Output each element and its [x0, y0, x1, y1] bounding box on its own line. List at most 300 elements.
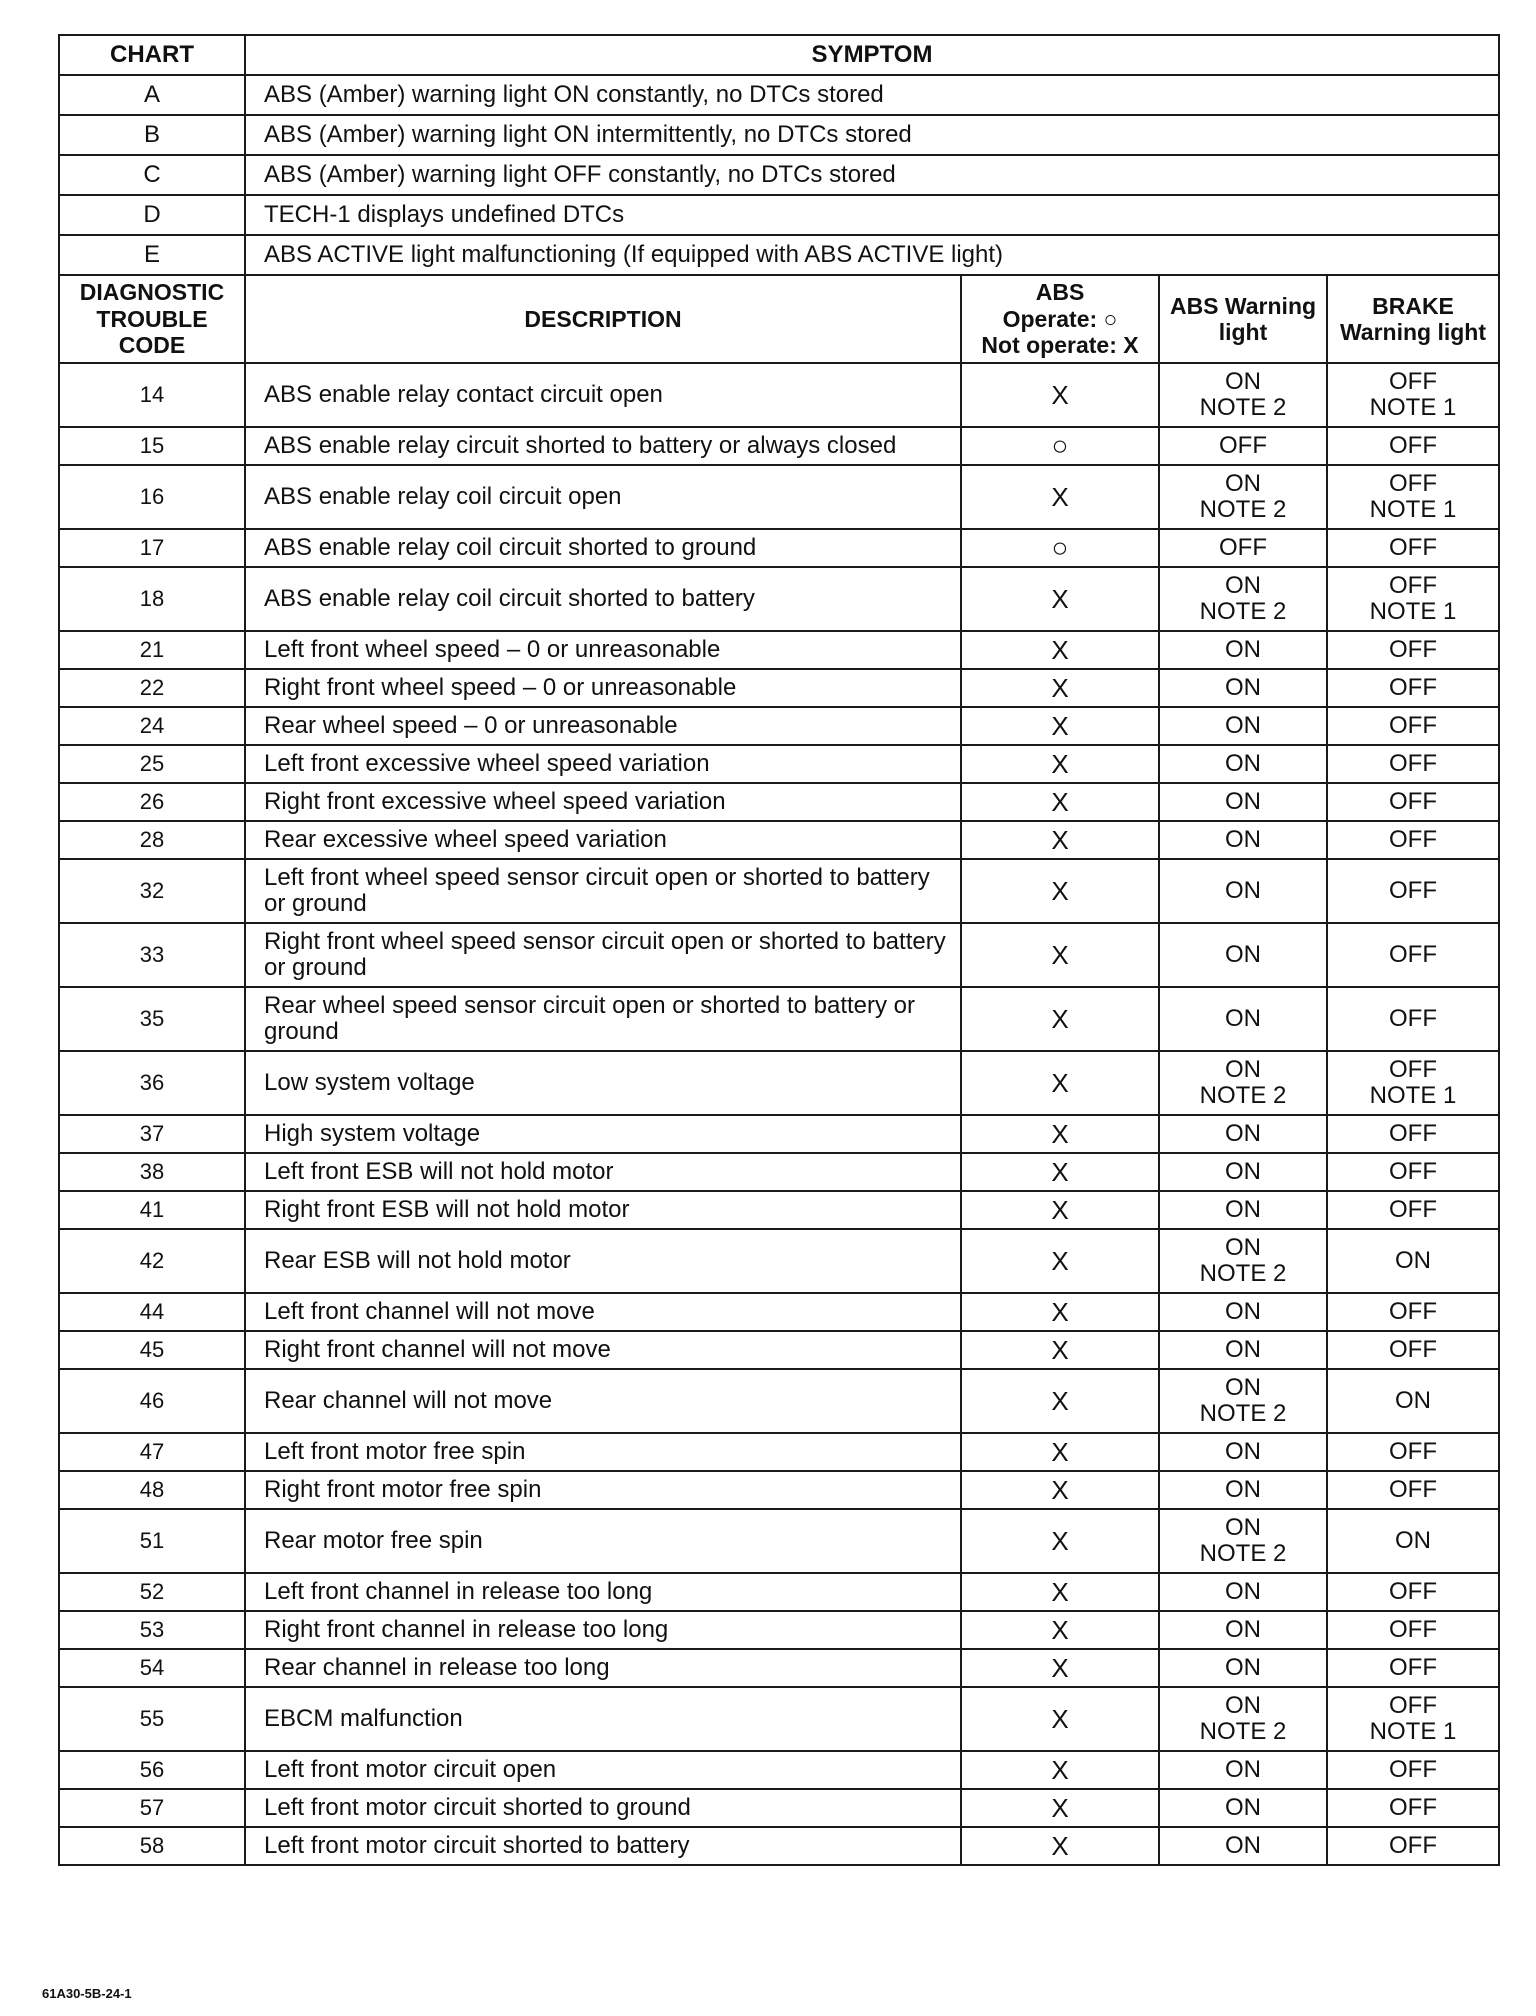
brake-warning-header: BRAKE Warning light [1327, 276, 1499, 363]
dtc-code: 24 [59, 707, 245, 745]
dtc-description: EBCM malfunction [245, 1687, 961, 1751]
brake-warning-status [1327, 1751, 1499, 1789]
abs-operate-status: X [961, 465, 1159, 529]
dtc-row [59, 1687, 1499, 1751]
dtc-code: 55 [59, 1687, 245, 1751]
abs-warning-status [1159, 1229, 1327, 1293]
brake-warning-status [1327, 1509, 1499, 1573]
abs-warning-status [1159, 821, 1327, 859]
abs-warning-note: NOTE 2 [1199, 598, 1287, 625]
brake-warning-note: NOTE 1 [1369, 394, 1457, 421]
abs-warning-value: ON [1225, 636, 1261, 664]
abs-operate-status: X [961, 707, 1159, 745]
abs-operate-status: X [961, 1827, 1159, 1865]
abs-warning-note: NOTE 2 [1199, 1260, 1287, 1287]
abs-warning-value: ON [1225, 1234, 1261, 1262]
dtc-row [59, 427, 1499, 465]
abs-warning-note: NOTE 2 [1199, 1540, 1287, 1567]
brake-warning-status [1327, 987, 1499, 1051]
abs-warning-value: ON [1225, 1196, 1261, 1224]
abs-operate-status: X [961, 745, 1159, 783]
brake-warning-status [1327, 427, 1499, 465]
dtc-code: 56 [59, 1751, 245, 1789]
dtc-description: ABS enable relay coil circuit shorted to battery [245, 567, 961, 631]
dtc-description: Right front motor free spin [245, 1471, 961, 1509]
dtc-code: 41 [59, 1191, 245, 1229]
brake-warning-value: ON [1395, 1527, 1431, 1555]
dtc-code: 25 [59, 745, 245, 783]
abs-warning-status [1159, 1115, 1327, 1153]
abs-warning-note: NOTE 2 [1199, 496, 1287, 523]
dtc-description: Low system voltage [245, 1051, 961, 1115]
dtc-code: 22 [59, 669, 245, 707]
dtc-code: 38 [59, 1153, 245, 1191]
dtc-code: 15 [59, 427, 245, 465]
abs-warning-status [1159, 1509, 1327, 1573]
dtc-row [59, 821, 1499, 859]
dtc-description: Rear ESB will not hold motor [245, 1229, 961, 1293]
abs-warning-status [1159, 859, 1327, 923]
dtc-description: Rear wheel speed – 0 or unreasonable [245, 707, 961, 745]
dtc-code: 16 [59, 465, 245, 529]
abs-warning-status [1159, 631, 1327, 669]
abs-warning-value: OFF [1219, 432, 1267, 460]
dtc-description: Left front motor free spin [245, 1433, 961, 1471]
chart-row [59, 155, 1499, 195]
brake-warning-value: ON [1395, 1247, 1431, 1275]
brake-warning-value: OFF [1389, 1196, 1437, 1224]
abs-operate-line1: ABS [1035, 279, 1085, 306]
abs-operate-status: X [961, 1331, 1159, 1369]
chart-symptom: ABS (Amber) warning light ON constantly, no DTCs stored [245, 75, 1499, 115]
dtc-code: 58 [59, 1827, 245, 1865]
brake-warning-status [1327, 1153, 1499, 1191]
dtc-row [59, 1573, 1499, 1611]
brake-warning-value: OFF [1389, 877, 1437, 905]
dtc-code: 48 [59, 1471, 245, 1509]
abs-operate-status: X [961, 1471, 1159, 1509]
brake-warning-status [1327, 1115, 1499, 1153]
brake-warning-value: OFF [1389, 1654, 1437, 1682]
abs-warning-status [1159, 1827, 1327, 1865]
dtc-description: Left front excessive wheel speed variation [245, 745, 961, 783]
dtc-code: 14 [59, 363, 245, 427]
brake-warning-value: OFF [1389, 750, 1437, 778]
abs-warning-status [1159, 707, 1327, 745]
abs-operate-status: X [961, 1433, 1159, 1471]
abs-warning-status [1159, 427, 1327, 465]
symptom-chart-body [59, 75, 1499, 275]
symptom-chart-table [58, 34, 1500, 276]
abs-warning-value: ON [1225, 1298, 1261, 1326]
abs-warning-status [1159, 529, 1327, 567]
dtc-row [59, 745, 1499, 783]
chart-column-header: CHART [59, 35, 245, 75]
dtc-code: 35 [59, 987, 245, 1051]
dtc-row [59, 1331, 1499, 1369]
dtc-row [59, 1471, 1499, 1509]
abs-warning-value: ON [1225, 712, 1261, 740]
abs-operate-status: X [961, 987, 1159, 1051]
dtc-code: 32 [59, 859, 245, 923]
dtc-row [59, 707, 1499, 745]
dtc-row [59, 1229, 1499, 1293]
dtc-code: 44 [59, 1293, 245, 1331]
abs-warning-note: NOTE 2 [1199, 394, 1287, 421]
abs-operate-status: X [961, 1369, 1159, 1433]
chart-row [59, 235, 1499, 275]
abs-operate-status: X [961, 1751, 1159, 1789]
abs-operate-status: X [961, 363, 1159, 427]
abs-operate-header [961, 276, 1159, 363]
dtc-code: 51 [59, 1509, 245, 1573]
brake-warning-value: OFF [1389, 1158, 1437, 1186]
dtc-row [59, 567, 1499, 631]
dtc-description: ABS enable relay coil circuit open [245, 465, 961, 529]
dtc-row [59, 923, 1499, 987]
dtc-row [59, 1789, 1499, 1827]
brake-warning-status [1327, 567, 1499, 631]
dtc-description: Right front wheel speed – 0 or unreasonable [245, 669, 961, 707]
abs-operate-status: X [961, 1051, 1159, 1115]
dtc-description: Rear channel will not move [245, 1369, 961, 1433]
abs-warning-value: ON [1225, 750, 1261, 778]
brake-warning-status [1327, 1573, 1499, 1611]
brake-warning-value: OFF [1389, 1692, 1437, 1720]
brake-warning-status [1327, 1611, 1499, 1649]
brake-warning-value: OFF [1389, 534, 1437, 562]
brake-warning-value: OFF [1389, 1794, 1437, 1822]
brake-warning-status [1327, 363, 1499, 427]
abs-operate-status: X [961, 1293, 1159, 1331]
brake-warning-value: OFF [1389, 470, 1437, 498]
dtc-code-header: DIAGNOSTIC TROUBLE CODE [59, 276, 245, 363]
brake-warning-value: OFF [1389, 712, 1437, 740]
abs-operate-status: X [961, 631, 1159, 669]
dtc-description: High system voltage [245, 1115, 961, 1153]
dtc-code: 54 [59, 1649, 245, 1687]
dtc-row [59, 1115, 1499, 1153]
abs-operate-status: X [961, 669, 1159, 707]
brake-warning-value: OFF [1389, 826, 1437, 854]
dtc-description: Right front channel will not move [245, 1331, 961, 1369]
brake-warning-value: OFF [1389, 636, 1437, 664]
dtc-code: 37 [59, 1115, 245, 1153]
brake-warning-status [1327, 1649, 1499, 1687]
brake-warning-status [1327, 783, 1499, 821]
abs-warning-status [1159, 1471, 1327, 1509]
dtc-row [59, 1649, 1499, 1687]
brake-warning-status [1327, 1191, 1499, 1229]
description-header: DESCRIPTION [245, 276, 961, 363]
dtc-description: ABS enable relay coil circuit shorted to ground [245, 529, 961, 567]
abs-operate-status: X [961, 1649, 1159, 1687]
abs-operate-status: X [961, 1573, 1159, 1611]
chart-symptom: ABS ACTIVE light malfunctioning (If equipped with ABS ACTIVE light) [245, 235, 1499, 275]
dtc-description: Rear channel in release too long [245, 1649, 961, 1687]
brake-warning-value: OFF [1389, 941, 1437, 969]
brake-warning-note: NOTE 1 [1369, 1082, 1457, 1109]
dtc-row [59, 1051, 1499, 1115]
abs-warning-header: ABS Warning light [1159, 276, 1327, 363]
abs-warning-status [1159, 567, 1327, 631]
dtc-row [59, 1293, 1499, 1331]
chart-row [59, 195, 1499, 235]
figure-reference-code: 61A30-5B-24-1 [42, 1986, 132, 2001]
dtc-code: 18 [59, 567, 245, 631]
brake-warning-value: OFF [1389, 432, 1437, 460]
abs-warning-value: ON [1225, 1374, 1261, 1402]
document-sheet [58, 34, 1500, 1866]
abs-warning-status [1159, 669, 1327, 707]
dtc-row [59, 465, 1499, 529]
brake-warning-status [1327, 631, 1499, 669]
dtc-row [59, 1611, 1499, 1649]
dtc-code: 21 [59, 631, 245, 669]
dtc-description: Left front wheel speed sensor circuit open or shorted to battery or ground [245, 859, 961, 923]
brake-warning-value: OFF [1389, 1298, 1437, 1326]
brake-warning-status [1327, 821, 1499, 859]
abs-warning-status [1159, 1433, 1327, 1471]
abs-operate-status: X [961, 1191, 1159, 1229]
dtc-code: 47 [59, 1433, 245, 1471]
abs-warning-value: ON [1225, 1832, 1261, 1860]
abs-warning-status [1159, 1789, 1327, 1827]
brake-warning-status [1327, 1789, 1499, 1827]
abs-warning-value: ON [1225, 1476, 1261, 1504]
abs-warning-value: ON [1225, 1056, 1261, 1084]
abs-warning-value: ON [1225, 1158, 1261, 1186]
dtc-row [59, 859, 1499, 923]
abs-operate-line3: Not operate: X [981, 332, 1139, 359]
brake-warning-status [1327, 1331, 1499, 1369]
chart-row [59, 75, 1499, 115]
abs-operate-status: X [961, 1229, 1159, 1293]
brake-warning-status [1327, 745, 1499, 783]
abs-warning-value: OFF [1219, 534, 1267, 562]
chart-symptom: TECH-1 displays undefined DTCs [245, 195, 1499, 235]
abs-warning-status [1159, 987, 1327, 1051]
chart-letter: C [59, 155, 245, 195]
abs-operate-status: X [961, 859, 1159, 923]
brake-warning-value: OFF [1389, 1005, 1437, 1033]
dtc-code: 36 [59, 1051, 245, 1115]
brake-warning-note: NOTE 1 [1369, 598, 1457, 625]
abs-warning-status [1159, 1293, 1327, 1331]
symptom-column-header: SYMPTOM [245, 35, 1499, 75]
abs-operate-status: ○ [961, 529, 1159, 567]
abs-warning-status [1159, 1611, 1327, 1649]
chart-letter: B [59, 115, 245, 155]
abs-operate-status: X [961, 821, 1159, 859]
abs-warning-value: ON [1225, 1616, 1261, 1644]
dtc-table-body [59, 363, 1499, 1865]
abs-warning-status [1159, 745, 1327, 783]
brake-warning-note: NOTE 1 [1369, 1718, 1457, 1745]
brake-warning-note: NOTE 1 [1369, 496, 1457, 523]
abs-operate-line2: Operate: ○ [1002, 305, 1118, 332]
dtc-row [59, 363, 1499, 427]
dtc-description: Left front motor circuit shorted to ground [245, 1789, 961, 1827]
abs-warning-status [1159, 1051, 1327, 1115]
brake-warning-status [1327, 1827, 1499, 1865]
dtc-row [59, 1153, 1499, 1191]
brake-warning-value: OFF [1389, 674, 1437, 702]
abs-operate-status: X [961, 1509, 1159, 1573]
abs-warning-value: ON [1225, 788, 1261, 816]
abs-operate-status: X [961, 1687, 1159, 1751]
brake-warning-status [1327, 859, 1499, 923]
dtc-row [59, 1827, 1499, 1865]
abs-warning-value: ON [1225, 1438, 1261, 1466]
abs-warning-value: ON [1225, 1005, 1261, 1033]
abs-warning-status [1159, 923, 1327, 987]
dtc-row [59, 987, 1499, 1051]
abs-warning-value: ON [1225, 1794, 1261, 1822]
dtc-description: Rear wheel speed sensor circuit open or shorted to battery or ground [245, 987, 961, 1051]
abs-warning-value: ON [1225, 1578, 1261, 1606]
chart-letter: E [59, 235, 245, 275]
abs-operate-status: X [961, 567, 1159, 631]
brake-warning-value: OFF [1389, 1056, 1437, 1084]
abs-warning-value: ON [1225, 674, 1261, 702]
brake-warning-status [1327, 465, 1499, 529]
abs-warning-value: ON [1225, 572, 1261, 600]
brake-warning-status [1327, 1471, 1499, 1509]
brake-warning-status [1327, 923, 1499, 987]
abs-operate-status: X [961, 1611, 1159, 1649]
dtc-row [59, 1191, 1499, 1229]
brake-warning-value: OFF [1389, 368, 1437, 396]
dtc-code: 57 [59, 1789, 245, 1827]
brake-warning-value: OFF [1389, 1336, 1437, 1364]
dtc-description: ABS enable relay circuit shorted to battery or always closed [245, 427, 961, 465]
dtc-row [59, 1509, 1499, 1573]
dtc-description: Right front channel in release too long [245, 1611, 961, 1649]
dtc-code: 46 [59, 1369, 245, 1433]
abs-operate-status: X [961, 923, 1159, 987]
brake-warning-status [1327, 1687, 1499, 1751]
abs-operate-status: X [961, 1115, 1159, 1153]
abs-warning-value: ON [1225, 941, 1261, 969]
brake-warning-value: OFF [1389, 1756, 1437, 1784]
brake-warning-status [1327, 669, 1499, 707]
abs-warning-value: ON [1225, 1336, 1261, 1364]
dtc-description: Left front motor circuit open [245, 1751, 961, 1789]
abs-warning-status [1159, 1573, 1327, 1611]
brake-warning-value: ON [1395, 1387, 1431, 1415]
abs-warning-value: ON [1225, 1120, 1261, 1148]
brake-warning-status [1327, 1229, 1499, 1293]
abs-warning-note: NOTE 2 [1199, 1082, 1287, 1109]
brake-warning-value: OFF [1389, 1120, 1437, 1148]
dtc-description: Left front channel will not move [245, 1293, 961, 1331]
abs-warning-value: ON [1225, 368, 1261, 396]
chart-letter: D [59, 195, 245, 235]
chart-letter: A [59, 75, 245, 115]
dtc-description: Rear excessive wheel speed variation [245, 821, 961, 859]
abs-warning-status [1159, 1191, 1327, 1229]
dtc-row [59, 631, 1499, 669]
brake-warning-status [1327, 529, 1499, 567]
abs-warning-status [1159, 1331, 1327, 1369]
brake-warning-value: OFF [1389, 1832, 1437, 1860]
dtc-description: Rear motor free spin [245, 1509, 961, 1573]
dtc-description: Left front wheel speed – 0 or unreasonable [245, 631, 961, 669]
abs-warning-value: ON [1225, 470, 1261, 498]
dtc-description: Right front ESB will not hold motor [245, 1191, 961, 1229]
brake-warning-value: OFF [1389, 788, 1437, 816]
dtc-code: 33 [59, 923, 245, 987]
chart-symptom: ABS (Amber) warning light ON intermittently, no DTCs stored [245, 115, 1499, 155]
dtc-code: 28 [59, 821, 245, 859]
dtc-code: 42 [59, 1229, 245, 1293]
dtc-code: 53 [59, 1611, 245, 1649]
abs-warning-note: NOTE 2 [1199, 1400, 1287, 1427]
abs-warning-status [1159, 1687, 1327, 1751]
brake-warning-status [1327, 1293, 1499, 1331]
abs-operate-status: X [961, 1789, 1159, 1827]
chart-symptom: ABS (Amber) warning light OFF constantly, no DTCs stored [245, 155, 1499, 195]
abs-warning-value: ON [1225, 826, 1261, 854]
dtc-row [59, 1751, 1499, 1789]
dtc-table [58, 276, 1500, 1866]
abs-warning-status [1159, 783, 1327, 821]
dtc-row [59, 783, 1499, 821]
dtc-code: 52 [59, 1573, 245, 1611]
dtc-description: Right front wheel speed sensor circuit open or shorted to battery or ground [245, 923, 961, 987]
abs-operate-status: X [961, 1153, 1159, 1191]
chart-row [59, 115, 1499, 155]
brake-warning-status [1327, 1433, 1499, 1471]
abs-operate-status: X [961, 783, 1159, 821]
abs-operate-status: ○ [961, 427, 1159, 465]
dtc-code: 17 [59, 529, 245, 567]
dtc-description: Right front excessive wheel speed variation [245, 783, 961, 821]
abs-warning-status [1159, 363, 1327, 427]
abs-warning-status [1159, 1153, 1327, 1191]
abs-warning-status [1159, 1369, 1327, 1433]
abs-warning-value: ON [1225, 1692, 1261, 1720]
brake-warning-value: OFF [1389, 572, 1437, 600]
abs-warning-value: ON [1225, 877, 1261, 905]
dtc-row [59, 1433, 1499, 1471]
dtc-row [59, 1369, 1499, 1433]
abs-warning-value: ON [1225, 1514, 1261, 1542]
dtc-row [59, 529, 1499, 567]
brake-warning-value: OFF [1389, 1616, 1437, 1644]
dtc-description: Left front channel in release too long [245, 1573, 961, 1611]
abs-warning-status [1159, 1649, 1327, 1687]
brake-warning-status [1327, 1369, 1499, 1433]
abs-warning-status [1159, 1751, 1327, 1789]
dtc-description: ABS enable relay contact circuit open [245, 363, 961, 427]
abs-warning-value: ON [1225, 1654, 1261, 1682]
brake-warning-status [1327, 1051, 1499, 1115]
dtc-code: 45 [59, 1331, 245, 1369]
dtc-description: Left front motor circuit shorted to battery [245, 1827, 961, 1865]
abs-warning-note: NOTE 2 [1199, 1718, 1287, 1745]
brake-warning-value: OFF [1389, 1476, 1437, 1504]
dtc-row [59, 669, 1499, 707]
brake-warning-value: OFF [1389, 1578, 1437, 1606]
dtc-code: 26 [59, 783, 245, 821]
brake-warning-value: OFF [1389, 1438, 1437, 1466]
abs-warning-status [1159, 465, 1327, 529]
brake-warning-status [1327, 707, 1499, 745]
abs-warning-value: ON [1225, 1756, 1261, 1784]
dtc-description: Left front ESB will not hold motor [245, 1153, 961, 1191]
